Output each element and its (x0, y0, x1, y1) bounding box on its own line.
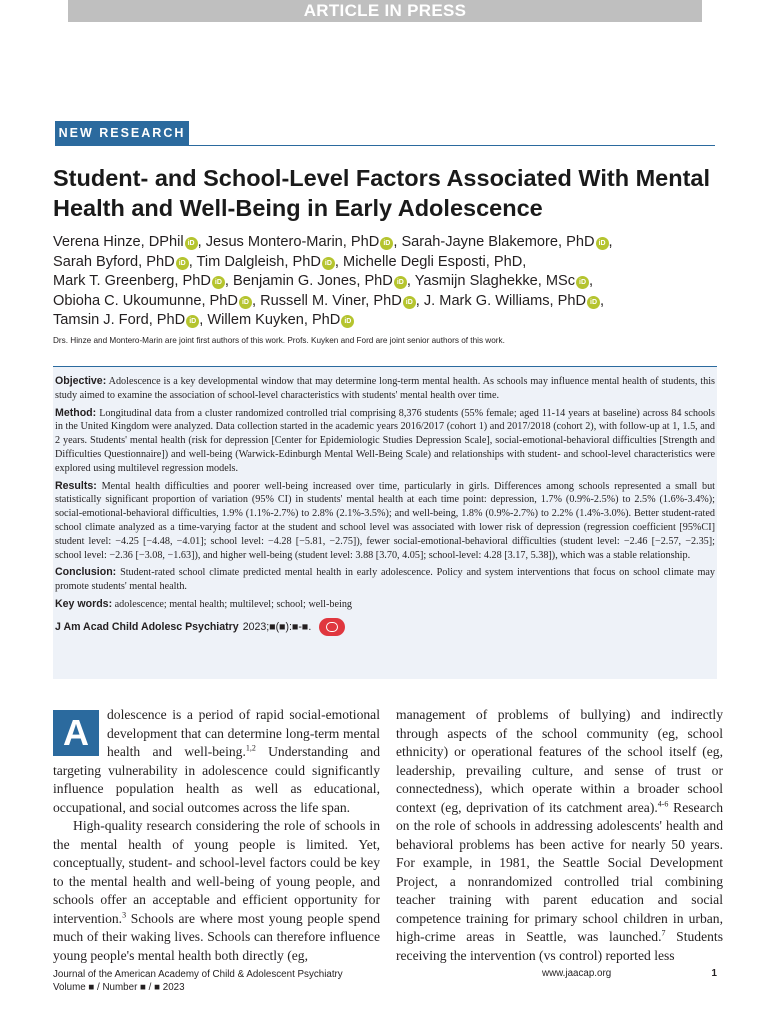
body-text: dolescence is a period of rapid social-emotional development that can determine long-term mental health and well-being. (107, 707, 380, 759)
abstract-conclusion (53, 566, 717, 594)
body-text: management of problems of bullying) and indirectly through aspects of the school community (eg, school ethnicity) or operational features of the school itself (eg, leadership, prevailing culture, and sense of trust or connectedness), which operate within a broader school context (eg, deprivation of its catchment area). (396, 707, 723, 815)
orcid-icon[interactable]: iD (186, 315, 199, 328)
author[interactable]: Sarah-Jayne Blakemore, PhD iD , (401, 234, 613, 250)
abstract-label: Method: (55, 406, 97, 419)
body-text: Schools are where most young people spend much of their waking lives. Schools can therefore influence young people's mental health both directly (eg, (53, 910, 380, 963)
author-name: Yasmijn Slaghekke, MSc (414, 273, 576, 289)
section-tag: NEW RESEARCH (55, 121, 189, 145)
page-number: 1 (711, 968, 717, 979)
orcid-icon[interactable]: iD (212, 276, 225, 289)
orcid-icon[interactable]: iD (596, 237, 609, 250)
body-text: High-quality research considering the role of schools in the mental health of young people is limited. Yet, conceptually, student- and school-level factors could be key to the mental health and well-being of young people, and schools offer an acceptable and efficient opportunity for intervention. (53, 818, 380, 926)
body-paragraph (53, 706, 380, 817)
abstract-method (53, 407, 717, 476)
abstract-box (53, 366, 717, 679)
abstract-text: adolescence; mental health; multilevel; school; well-being (114, 598, 353, 610)
author[interactable]: Tim Dalgleish, PhD iD , (196, 253, 339, 270)
body-text: Understanding and targeting vulnerability in adolescence could significantly influence population health as well as educational, occupational, and social outcomes across the life span. (53, 744, 380, 815)
open-access-icon[interactable] (319, 618, 345, 636)
author-name: Sarah-Jayne Blakemore, PhD (401, 234, 595, 250)
body-paragraph (53, 817, 380, 965)
article-title: Student- and School-Level Factors Associated With Mental Health and Well-Being in Early Adolescence (53, 165, 711, 221)
section-divider (55, 145, 715, 146)
author-name: J. Mark G. Williams, PhD (423, 292, 587, 309)
author[interactable]: Yasmijn Slaghekke, MSc iD , (414, 273, 594, 289)
abstract-label: Conclusion: (55, 566, 117, 579)
citation-ref[interactable]: 1,2 (245, 743, 256, 753)
author-list (53, 233, 743, 331)
abstract-text: Student-rated school climate predicted mental health in early adolescence. Policy and system interventions that focus on school climate may promote students' mental health. (55, 567, 715, 593)
orcid-icon[interactable]: iD (185, 237, 198, 250)
author-name: Michelle Degli Esposti, PhD, (343, 253, 527, 270)
body-text: Research on the role of schools in addressing adolescents' health and behavioral problems has been active for nearly 50 years. For example, in 1981, the Seattle Social Development Project, a nonrandomized controlled trial combining teacher training with parent education and social competence training for primary school children in urban, high-crime areas in Seattle, was launched. (396, 799, 723, 944)
footer-url-link[interactable]: www.jaacap.org (542, 968, 612, 979)
author-name: Willem Kuyken, PhD (207, 312, 341, 328)
abstract-label: Key words: (55, 597, 113, 610)
author-name: Tim Dalgleish, PhD (196, 253, 321, 270)
citation-ref[interactable]: 3 (122, 909, 127, 919)
author[interactable]: Jesus Montero-Marin, PhD iD , (205, 234, 398, 250)
body-paragraph (396, 706, 723, 965)
author[interactable] (343, 254, 526, 270)
dropcap: A (53, 710, 99, 756)
citation-line (53, 618, 717, 636)
orcid-icon[interactable]: iD (239, 296, 252, 309)
author-name: Verena Hinze, DPhil (53, 234, 184, 250)
author-name: Tamsin J. Ford, PhD (53, 312, 186, 328)
author[interactable]: J. Mark G. Williams, PhD iD , (423, 292, 605, 309)
author-name: Russell M. Viner, PhD (260, 292, 402, 309)
citation-volume: 2023;■(■):■-■. (242, 620, 312, 633)
abstract-keywords (53, 598, 717, 612)
orcid-icon[interactable]: iD (576, 276, 589, 289)
orcid-icon[interactable]: iD (322, 257, 335, 270)
orcid-icon[interactable]: iD (394, 276, 407, 289)
abstract-objective (53, 375, 717, 403)
footer-journal: Journal of the American Academy of Child & Adolescent Psychiatry (53, 969, 343, 980)
abstract-text: Longitudinal data from a cluster randomized controlled trial comprising 8,376 students (55% female; aged 11-14 years at baseline) across 84 schools in the United Kingdom were analyzed. Data collection started in the academic years 2016/2017 (cohort 1) and 2017/2018 (cohort 2), with follow-up at 1, 1.5, and 2 years. Students' mental health (risk for depression [Center for Epidemiologic Studies Depression Scale], social-emotional-behavioral difficulties [Strength and Difficulties Questionnaire]) and well-being (Warwick-Edinburgh Mental Well-Being Scale) and relationships with student- and school-level characteristics were explored using multilevel regression models. (55, 407, 715, 474)
footer-journal-info (53, 968, 343, 994)
orcid-icon[interactable]: iD (403, 296, 416, 309)
author[interactable]: Verena Hinze, DPhil iD , (53, 234, 202, 250)
author[interactable]: Mark T. Greenberg, PhD iD , (53, 273, 229, 289)
article-in-press-banner: ARTICLE IN PRESS (68, 0, 702, 22)
author-name: Jesus Montero-Marin, PhD (205, 234, 380, 250)
author[interactable]: Benjamin G. Jones, PhD iD , (233, 273, 411, 289)
body-text: Students receiving the intervention (vs control) reported less (396, 929, 723, 963)
author[interactable]: Tamsin J. Ford, PhD iD , (53, 312, 204, 328)
author-name: Obioha C. Ukoumunne, PhD (53, 292, 238, 309)
author-name: Sarah Byford, PhD (53, 253, 175, 270)
abstract-label: Objective: (55, 375, 107, 387)
author-name: Benjamin G. Jones, PhD (233, 273, 393, 289)
orcid-icon[interactable]: iD (176, 257, 189, 270)
author[interactable]: Obioha C. Ukoumunne, PhD iD , (53, 292, 257, 309)
orcid-icon[interactable]: iD (587, 296, 600, 309)
citation-ref[interactable]: 4-6 (657, 798, 669, 808)
abstract-results (53, 480, 717, 563)
author-name: Mark T. Greenberg, PhD (53, 273, 211, 289)
orcid-icon[interactable]: iD (341, 315, 354, 328)
body-column-left (53, 706, 380, 965)
abstract-label: Results: (55, 479, 97, 492)
body-column-right (396, 706, 723, 965)
author[interactable] (207, 312, 354, 328)
citation-ref[interactable]: 7 (661, 928, 666, 938)
footer-volume: Volume ■ / Number ■ / ■ 2023 (53, 982, 185, 993)
abstract-text: Adolescence is a key developmental window that may determine long-term mental health. As schools may influence mental health of students, this study aimed to examine the association of school-level characteristics with students' mental health over time. (55, 376, 716, 401)
abstract-text: Mental health difficulties and poorer well-being increased over time, particularly in girls. Differences among schools represented a small but statistically significant proportion of variation (95% CI) in students' mental health at each time point: depression, 1.7% (0.9%-2.5%) to 2.5% (1.6%-3.4%); social-emotional-behavioral difficulties, 1.9% (1.1%-2.7%) to 2.8% (2.1%-3.5%); and well-being, 1.8% (0.9%-2.7%) to 2.2% (1.4%-3.0%). Better student-rated school climate analyzed as a time-varying factor at the student and school level was associated with lower risk of depression (regression coefficient [95%CI] student level: −4.25 [−4.48, −4.01]; school level: −4.28 [−5.81, −2.75]), fewer social-emotional-behavioral difficulties (student level: −2.46 [−2.57, −2.35]; school level: −2.36 [−3.08, −1.63]), and higher well-being (student level: 3.88 [3.70, 4.05]; school-level: 4.28 [3.17, 5.38]), which was a stable relationship. (55, 480, 715, 561)
citation-journal: J Am Acad Child Adolesc Psychiatry (55, 620, 239, 633)
author[interactable]: Sarah Byford, PhD iD , (53, 253, 193, 270)
author[interactable]: Russell M. Viner, PhD iD , (260, 292, 420, 309)
orcid-icon[interactable]: iD (380, 237, 393, 250)
author-footnote: Drs. Hinze and Montero-Marin are joint first authors of this work. Profs. Kuyken and Ford are joint senior authors of this work. (53, 336, 505, 345)
